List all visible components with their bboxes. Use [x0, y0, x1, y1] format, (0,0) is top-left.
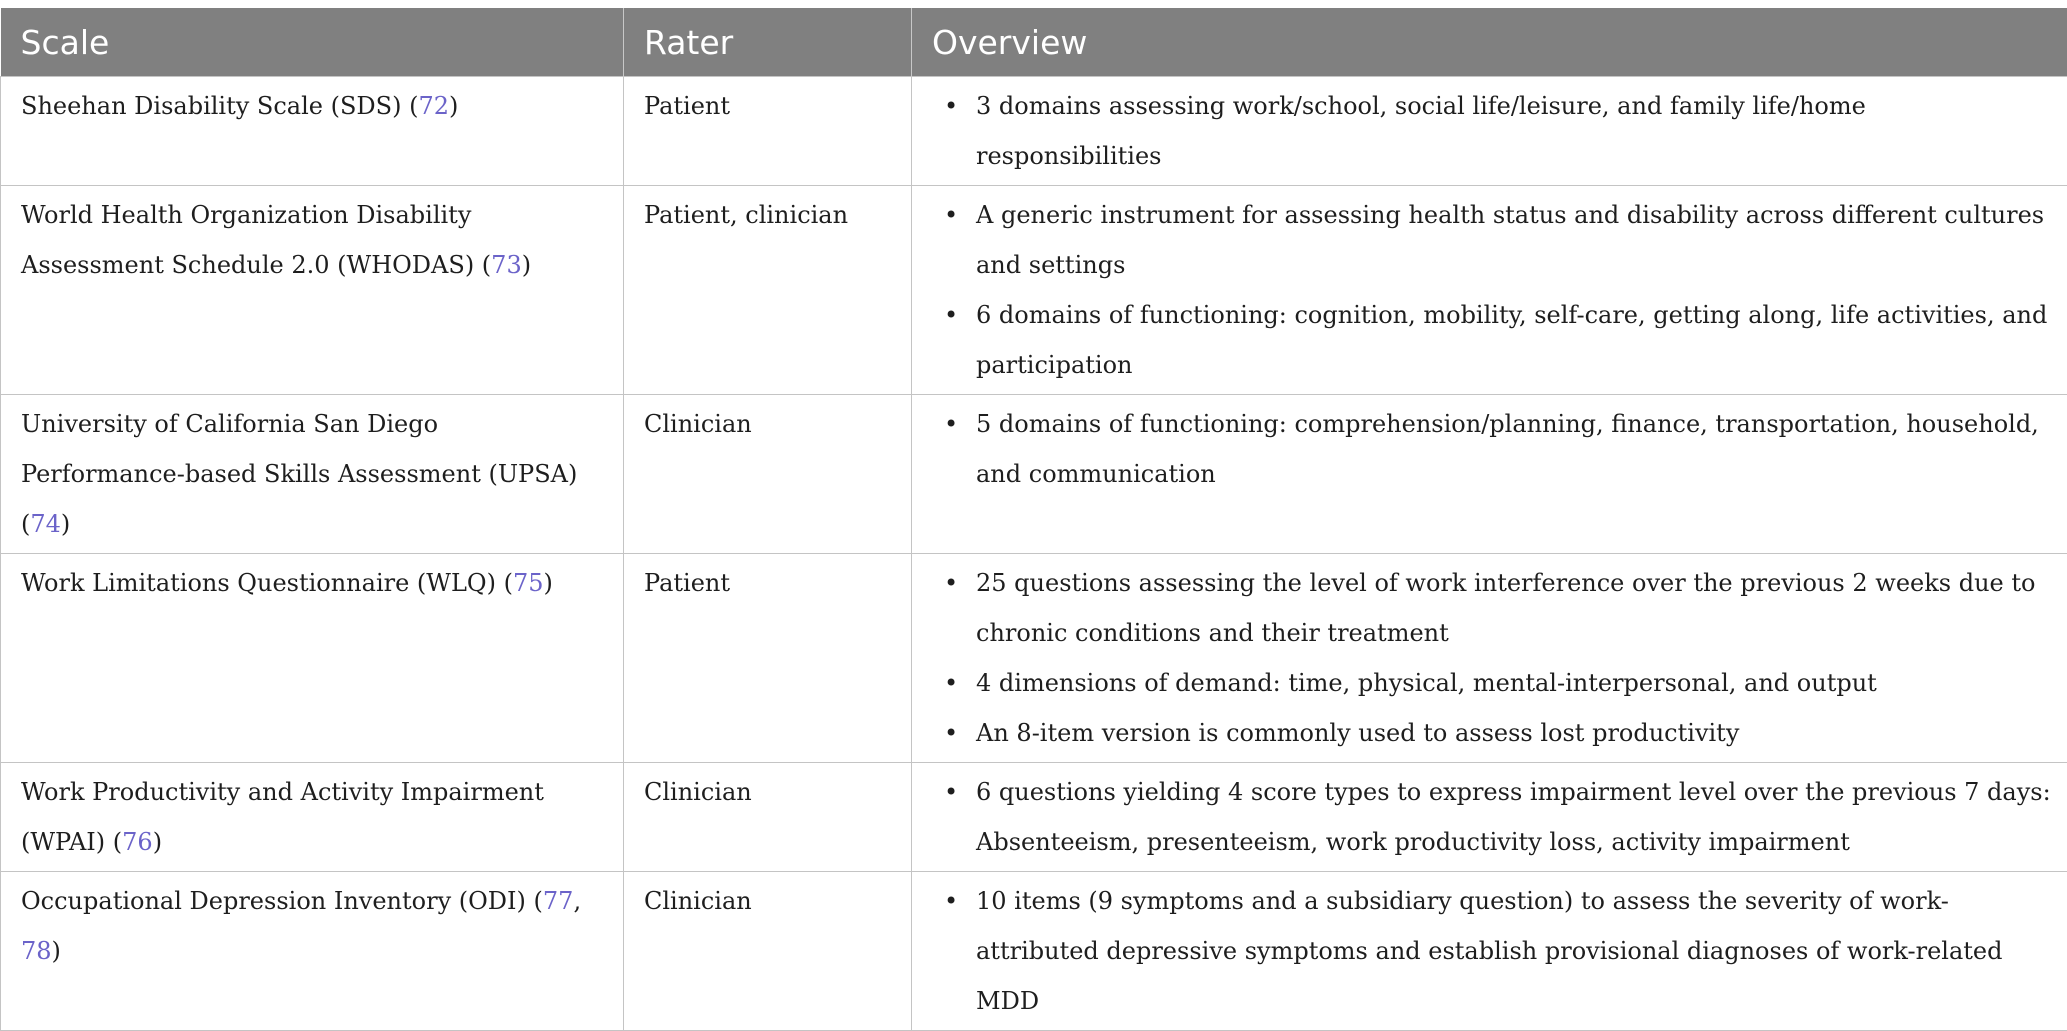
overview-bullet-item: • A generic instrument for assessing health status and disability across different cultures and settings	[940, 190, 2053, 290]
reference-link[interactable]: 75	[513, 569, 544, 597]
overview-bullet-item: • 3 domains assessing work/school, social life/leisure, and family life/home responsibilities	[940, 81, 2053, 181]
overview-list	[940, 876, 2053, 1026]
overview-cell	[912, 554, 2067, 763]
overview-bullet-item: • 25 questions assessing the level of work interference over the previous 2 weeks due to chronic conditions and their treatment	[940, 558, 2053, 658]
scale-name-close: )	[153, 828, 162, 856]
table-row	[1, 763, 2067, 872]
overview-list	[940, 190, 2053, 390]
overview-list	[940, 558, 2053, 758]
overview-bullet-item: • An 8-item version is commonly used to assess lost productivity	[940, 708, 2053, 758]
overview-bullet-item: • 4 dimensions of demand: time, physical, mental-interpersonal, and output	[940, 658, 2053, 708]
table-row	[1, 77, 2067, 186]
overview-cell	[912, 763, 2067, 872]
scale-cell	[1, 186, 624, 395]
scale-name-close: )	[449, 92, 458, 120]
scale-name: Work Limitations Questionnaire (WLQ) (	[21, 569, 513, 597]
header-overview: Overview	[912, 8, 2067, 77]
overview-bullet-item: • 6 questions yielding 4 score types to express impairment level over the previous 7 days: Absenteeism, presenteeism, work productivity loss, activity impairment	[940, 767, 2053, 867]
reference-link[interactable]: 72	[418, 92, 449, 120]
overview-list	[940, 399, 2053, 499]
overview-cell	[912, 186, 2067, 395]
scale-name-close: )	[522, 251, 531, 279]
scale-cell	[1, 872, 624, 1031]
overview-bullet-item: • 5 domains of functioning: comprehension/planning, finance, transportation, household, and communication	[940, 399, 2053, 499]
scale-name: Sheehan Disability Scale (SDS) (	[21, 92, 418, 120]
overview-cell	[912, 395, 2067, 554]
rater-cell: Patient, clinician	[624, 186, 912, 395]
header-rater: Rater	[624, 8, 912, 77]
scale-name: Work Productivity and Activity Impairment (WPAI) (	[21, 778, 544, 856]
scale-name: Occupational Depression Inventory (ODI) (	[21, 887, 543, 915]
overview-list	[940, 81, 2053, 181]
disability-scales-table	[0, 8, 2067, 1031]
table-row	[1, 186, 2067, 395]
scale-name: University of California San Diego Performance-based Skills Assessment (UPSA) (	[21, 410, 577, 538]
reference-link[interactable]: 77	[543, 887, 574, 915]
overview-cell	[912, 872, 2067, 1031]
overview-list	[940, 767, 2053, 867]
scale-cell	[1, 395, 624, 554]
table-row	[1, 554, 2067, 763]
table-container	[0, 8, 2067, 1031]
reference-link[interactable]: 73	[491, 251, 522, 279]
scale-cell	[1, 763, 624, 872]
reference-separator: ,	[573, 887, 581, 915]
scale-cell	[1, 554, 624, 763]
scale-cell	[1, 77, 624, 186]
header-scale: Scale	[1, 8, 624, 77]
reference-link[interactable]: 74	[30, 510, 61, 538]
overview-cell	[912, 77, 2067, 186]
header-row	[1, 8, 2067, 77]
scale-name-close: )	[543, 569, 552, 597]
table-row	[1, 872, 2067, 1031]
reference-link[interactable]: 78	[21, 937, 52, 965]
overview-bullet-item: • 10 items (9 symptoms and a subsidiary question) to assess the severity of work-attributed depressive symptoms and establish provisional diagnoses of work-related MDD	[940, 876, 2053, 1026]
rater-cell: Patient	[624, 77, 912, 186]
reference-link[interactable]: 76	[122, 828, 153, 856]
overview-bullet-item: • 6 domains of functioning: cognition, mobility, self-care, getting along, life activities, and participation	[940, 290, 2053, 390]
table-body	[1, 77, 2067, 1031]
table-row	[1, 395, 2067, 554]
rater-cell: Clinician	[624, 395, 912, 554]
rater-cell: Clinician	[624, 872, 912, 1031]
scale-name: World Health Organization Disability Assessment Schedule 2.0 (WHODAS) (	[21, 201, 491, 279]
scale-name-close: )	[52, 937, 61, 965]
scale-name-close: )	[61, 510, 70, 538]
rater-cell: Patient	[624, 554, 912, 763]
table-header	[1, 8, 2067, 77]
rater-cell: Clinician	[624, 763, 912, 872]
